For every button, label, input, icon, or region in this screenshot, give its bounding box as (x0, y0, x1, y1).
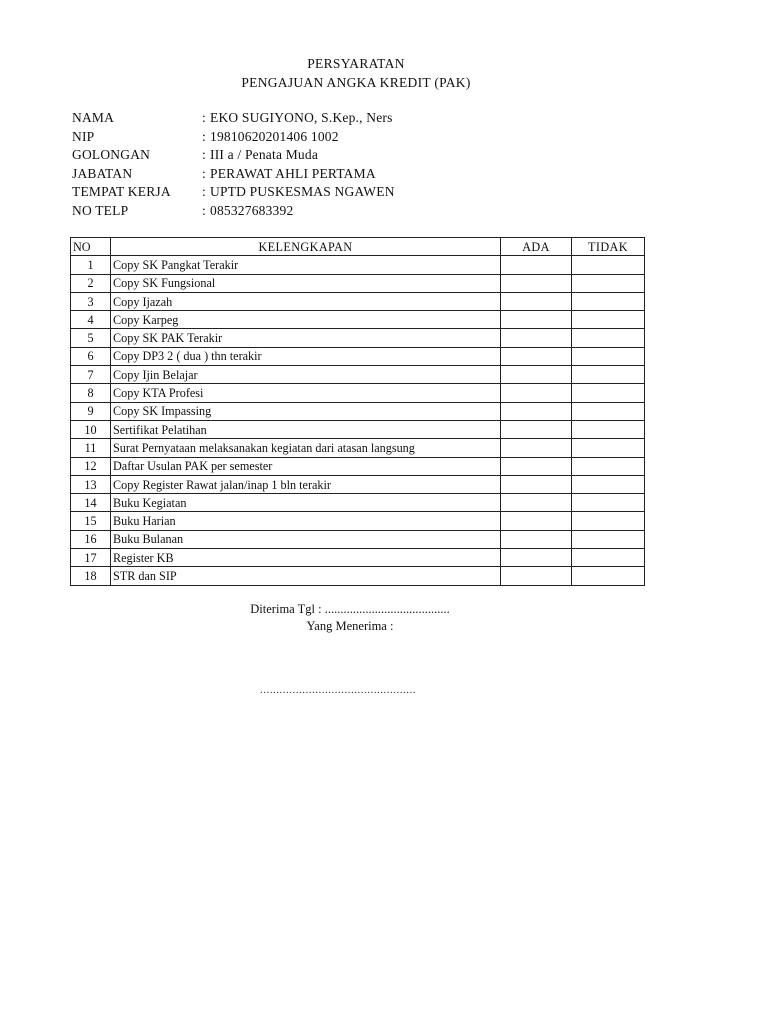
info-colon: : (202, 165, 206, 181)
table-row (71, 457, 645, 475)
row-ada-cell[interactable] (501, 530, 572, 548)
info-label: TEMPAT KERJA (72, 184, 171, 199)
info-label: JABATAN (72, 165, 133, 181)
receiver-label: Yang Menerima : (306, 619, 394, 633)
row-tidak-cell[interactable] (572, 384, 645, 402)
info-value: 19810620201406 1002 (210, 128, 339, 144)
row-item: Copy SK Pangkat Terakir (111, 256, 501, 274)
table-row (71, 402, 645, 420)
row-tidak-cell[interactable] (572, 256, 645, 274)
row-item: Buku Kegiatan (111, 494, 501, 512)
table-row (71, 256, 645, 274)
row-item: Surat Pernyataan melaksanakan kegiatan dari atasan langsung (111, 439, 501, 457)
row-item: Copy SK Impassing (111, 402, 501, 420)
row-number: 3 (71, 292, 111, 310)
table-row (71, 311, 645, 329)
table-row (71, 366, 645, 384)
info-value: III a / Penata Muda (210, 147, 319, 162)
row-number: 7 (71, 366, 111, 384)
info-row (72, 129, 395, 148)
row-ada-cell[interactable] (501, 347, 572, 365)
row-number: 12 (71, 457, 111, 475)
table-row (71, 494, 645, 512)
row-ada-cell[interactable] (501, 256, 572, 274)
row-ada-cell[interactable] (501, 384, 572, 402)
signature-line: ................................................ (260, 684, 416, 696)
row-ada-cell[interactable] (501, 329, 572, 347)
row-ada-cell[interactable] (501, 567, 572, 585)
row-number: 14 (71, 494, 111, 512)
row-tidak-cell[interactable] (572, 439, 645, 457)
row-number: 16 (71, 530, 111, 548)
info-value: EKO SUGIYONO, S.Kep., Ners (210, 110, 393, 125)
requirements-table (70, 237, 645, 586)
row-ada-cell[interactable] (501, 512, 572, 530)
row-tidak-cell[interactable] (572, 311, 645, 329)
table-row (71, 347, 645, 365)
table-header-row (71, 238, 645, 256)
row-tidak-cell[interactable] (572, 530, 645, 548)
row-ada-cell[interactable] (501, 439, 572, 457)
row-tidak-cell[interactable] (572, 567, 645, 585)
info-value: 085327683392 (210, 202, 294, 218)
row-tidak-cell[interactable] (572, 512, 645, 530)
row-number: 1 (71, 256, 111, 274)
document-title: PERSYARATAN (307, 56, 405, 71)
info-row (72, 147, 395, 166)
row-item: Buku Harian (111, 512, 501, 530)
row-tidak-cell[interactable] (572, 494, 645, 512)
row-ada-cell[interactable] (501, 420, 572, 438)
table-row (71, 530, 645, 548)
row-ada-cell[interactable] (501, 274, 572, 292)
info-label: NO TELP (72, 202, 129, 218)
table-row (71, 420, 645, 438)
table-row (71, 475, 645, 493)
row-tidak-cell[interactable] (572, 366, 645, 384)
table-row (71, 549, 645, 567)
row-ada-cell[interactable] (501, 311, 572, 329)
row-number: 17 (71, 549, 111, 567)
row-tidak-cell[interactable] (572, 475, 645, 493)
row-tidak-cell[interactable] (572, 549, 645, 567)
row-number: 4 (71, 311, 111, 329)
row-tidak-cell[interactable] (572, 274, 645, 292)
row-item: Copy SK PAK Terakir (111, 329, 501, 347)
table-row (71, 512, 645, 530)
row-tidak-cell[interactable] (572, 402, 645, 420)
row-tidak-cell[interactable] (572, 347, 645, 365)
row-number: 10 (71, 420, 111, 438)
row-number: 13 (71, 475, 111, 493)
row-item: Copy SK Fungsional (111, 274, 501, 292)
info-row (72, 203, 395, 222)
row-item: Register KB (111, 549, 501, 567)
row-item: Copy Ijazah (111, 292, 501, 310)
document-subtitle: PENGAJUAN ANGKA KREDIT (PAK) (241, 75, 471, 90)
row-item: Copy Ijin Belajar (111, 366, 501, 384)
row-item: STR dan SIP (111, 567, 501, 585)
row-number: 2 (71, 274, 111, 292)
row-item: Daftar Usulan PAK per semester (111, 457, 501, 475)
info-colon: : (202, 184, 206, 199)
row-ada-cell[interactable] (501, 494, 572, 512)
info-label: GOLONGAN (72, 147, 151, 162)
table-row (71, 567, 645, 585)
table-row (71, 439, 645, 457)
row-ada-cell[interactable] (501, 292, 572, 310)
header-ada: ADA (501, 238, 572, 256)
row-tidak-cell[interactable] (572, 292, 645, 310)
row-number: 9 (71, 402, 111, 420)
row-number: 5 (71, 329, 111, 347)
table-row (71, 292, 645, 310)
row-ada-cell[interactable] (501, 402, 572, 420)
info-row (72, 184, 395, 203)
row-item: Sertifikat Pelatihan (111, 420, 501, 438)
info-row (72, 166, 395, 185)
row-item: Copy Register Rawat jalan/inap 1 bln terakir (111, 475, 501, 493)
row-ada-cell[interactable] (501, 366, 572, 384)
table-row (71, 384, 645, 402)
info-value: PERAWAT AHLI PERTAMA (210, 165, 376, 181)
info-colon: : (202, 147, 206, 162)
row-number: 15 (71, 512, 111, 530)
header-no: NO (71, 238, 111, 256)
row-ada-cell[interactable] (501, 549, 572, 567)
header-tidak: TIDAK (572, 238, 645, 256)
row-number: 11 (71, 439, 111, 457)
info-colon: : (202, 202, 206, 218)
row-tidak-cell[interactable] (572, 329, 645, 347)
table-row (71, 274, 645, 292)
info-row (72, 110, 395, 129)
table-row (71, 329, 645, 347)
row-ada-cell[interactable] (501, 457, 572, 475)
info-label: NIP (72, 128, 95, 144)
row-number: 18 (71, 567, 111, 585)
info-value: UPTD PUSKESMAS NGAWEN (210, 184, 395, 199)
row-tidak-cell[interactable] (572, 420, 645, 438)
header-kelengkapan: KELENGKAPAN (111, 238, 501, 256)
row-ada-cell[interactable] (501, 475, 572, 493)
row-item: Copy KTA Profesi (111, 384, 501, 402)
row-number: 8 (71, 384, 111, 402)
info-label: NAMA (72, 110, 115, 125)
row-item: Copy DP3 2 ( dua ) thn terakir (111, 347, 501, 365)
row-tidak-cell[interactable] (572, 457, 645, 475)
row-item: Buku Bulanan (111, 530, 501, 548)
received-date: Diterima Tgl : ........................................ (250, 602, 450, 616)
info-colon: : (202, 110, 206, 125)
applicant-info (72, 110, 395, 221)
info-colon: : (202, 128, 206, 144)
row-item: Copy Karpeg (111, 311, 501, 329)
row-number: 6 (71, 347, 111, 365)
